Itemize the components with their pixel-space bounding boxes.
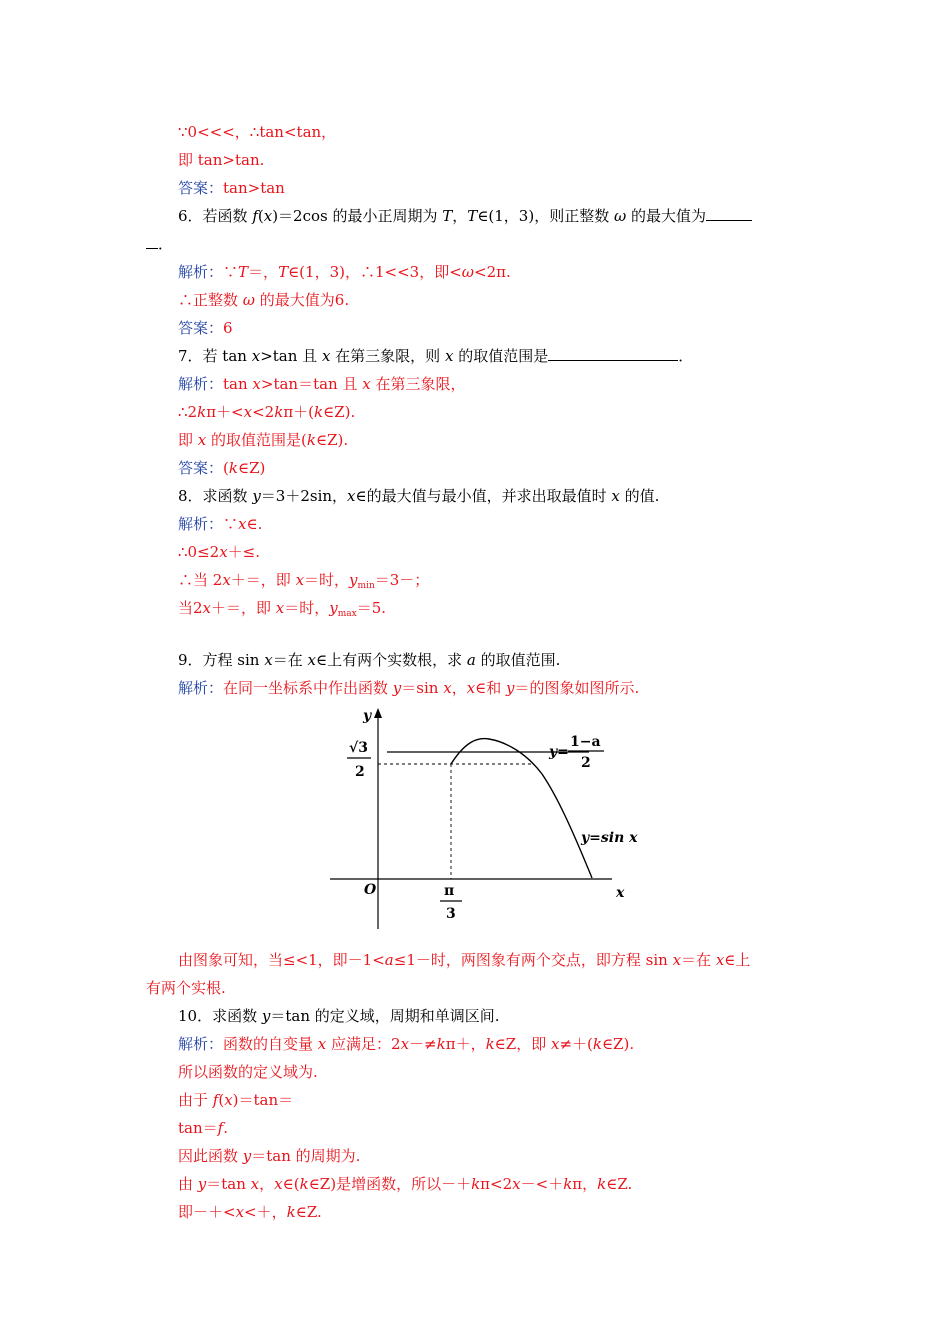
sine-graph <box>327 704 647 934</box>
solution-6: 解析：∵T＝，T∈(1，3)，∴1<<3，即<ω<2π. <box>178 263 511 281</box>
question-8: 8．求函数 y＝3＋2sin，x∈的最大值与最小值，并求出取最值时 x 的值. <box>178 487 660 505</box>
solution-label: 解析： <box>178 515 224 533</box>
sine-curve <box>451 739 592 878</box>
answer-7: 答案：(k∈Z) <box>178 459 266 477</box>
solution-label: 解析： <box>178 263 224 281</box>
question-6: 6．若函数 f(x)＝2cos 的最小正周期为 T，T∈(1，3)，则正整数 ω 的最大值为 <box>178 206 752 226</box>
question-10: 10．求函数 y＝tan 的定义域，周期和单调区间. <box>178 1007 500 1025</box>
solution-text: ∵0<<<，∴tan<tan， <box>178 123 337 141</box>
solution-text: 即 tan>tan. <box>178 151 265 169</box>
question-9: 9．方程 sin x＝在 x∈上有两个实数根，求 a 的取值范围. <box>178 651 561 669</box>
solution-label: 解析： <box>178 375 224 393</box>
solution-7: 解析：tan x>tan＝tan 且 x 在第三象限， <box>178 375 466 393</box>
pi-denominator: 3 <box>446 906 456 922</box>
origin-label: O <box>364 882 377 898</box>
solution-9-line3: 有两个实根. <box>146 979 226 997</box>
answer-label: 答案： <box>178 319 224 337</box>
solution-10-line6: 由 y＝tan x，x∈(k∈Z)是增函数，所以－＋kπ<2x－<＋kπ，k∈Z. <box>178 1175 633 1193</box>
line-label-prefix: y= <box>549 744 569 760</box>
solution-10-line3: 由于 f(x)＝tan＝ <box>178 1091 294 1109</box>
solution-7-line3: 即 x 的取值范围是(k∈Z). <box>178 431 349 449</box>
y-axis-label: y <box>363 708 372 724</box>
solution-10-line4: tan＝f. <box>178 1119 228 1137</box>
answer-label: 答案： <box>178 179 224 197</box>
solution-10-line5: 因此函数 y＝tan 的周期为. <box>178 1147 361 1165</box>
sqrt3-denominator: 2 <box>355 764 365 780</box>
solution-7-line2: ∴2kπ＋<x<2kπ＋(k∈Z). <box>178 403 356 421</box>
solution-label: 解析： <box>178 679 224 697</box>
solution-9-line2: 由图象可知，当≤<1，即－1<a≤1－时，两图象有两个交点，即方程 sin x＝在 x∈上 <box>178 951 751 969</box>
sqrt3-numerator: √3 <box>349 740 368 756</box>
answer-value: tan>tan <box>223 179 285 197</box>
sin-curve-label: y=sin x <box>581 830 638 846</box>
x-axis-label: x <box>616 885 625 901</box>
text-line <box>178 122 336 142</box>
text-line <box>178 150 264 170</box>
sine-graph-figure <box>327 704 647 934</box>
answer-blank <box>548 346 678 361</box>
solution-10-line7: 即－＋<x<＋，k∈Z. <box>178 1203 322 1221</box>
solution-10: 解析：函数的自变量 x 应满足：2x－≠kπ＋，k∈Z，即 x≠＋(k∈Z). <box>178 1035 635 1053</box>
solution-10-line2: 所以函数的定义域为. <box>178 1063 318 1081</box>
question-7: 7．若 tan x>tan 且 x 在第三象限，则 x 的取值范围是 ． <box>178 347 694 365</box>
answer-label: 答案： <box>178 459 224 477</box>
solution-6-line2: ∴正整数 ω 的最大值为6. <box>178 291 350 309</box>
answer-value: 6 <box>223 319 233 337</box>
answer-6 <box>178 318 233 338</box>
pi-numerator: π <box>444 883 455 899</box>
y-axis-arrow-icon <box>374 708 382 718</box>
line-label-denominator: 2 <box>581 755 591 771</box>
solution-label: 解析： <box>178 1035 224 1053</box>
line-label-numerator: 1−a <box>570 734 601 750</box>
answer-line <box>178 178 285 198</box>
solution-9: 解析：在同一坐标系中作出函数 y＝sin x，x∈和 y＝的图象如图所示. <box>178 679 640 697</box>
solution-8: 解析：∵x∈. <box>178 515 263 533</box>
answer-blank <box>146 234 158 249</box>
solution-8-line3: ∴当 2x＋＝，即 x＝时，$y_{min}=3-$； <box>178 571 430 591</box>
answer-blank <box>706 206 752 221</box>
solution-8-line2: ∴0≤2x＋≤. <box>178 543 261 561</box>
question-6-cont: ． <box>146 234 173 254</box>
solution-8-line4: 当2x＋＝，即 x＝时，$y_{max}=5$. <box>178 599 387 619</box>
